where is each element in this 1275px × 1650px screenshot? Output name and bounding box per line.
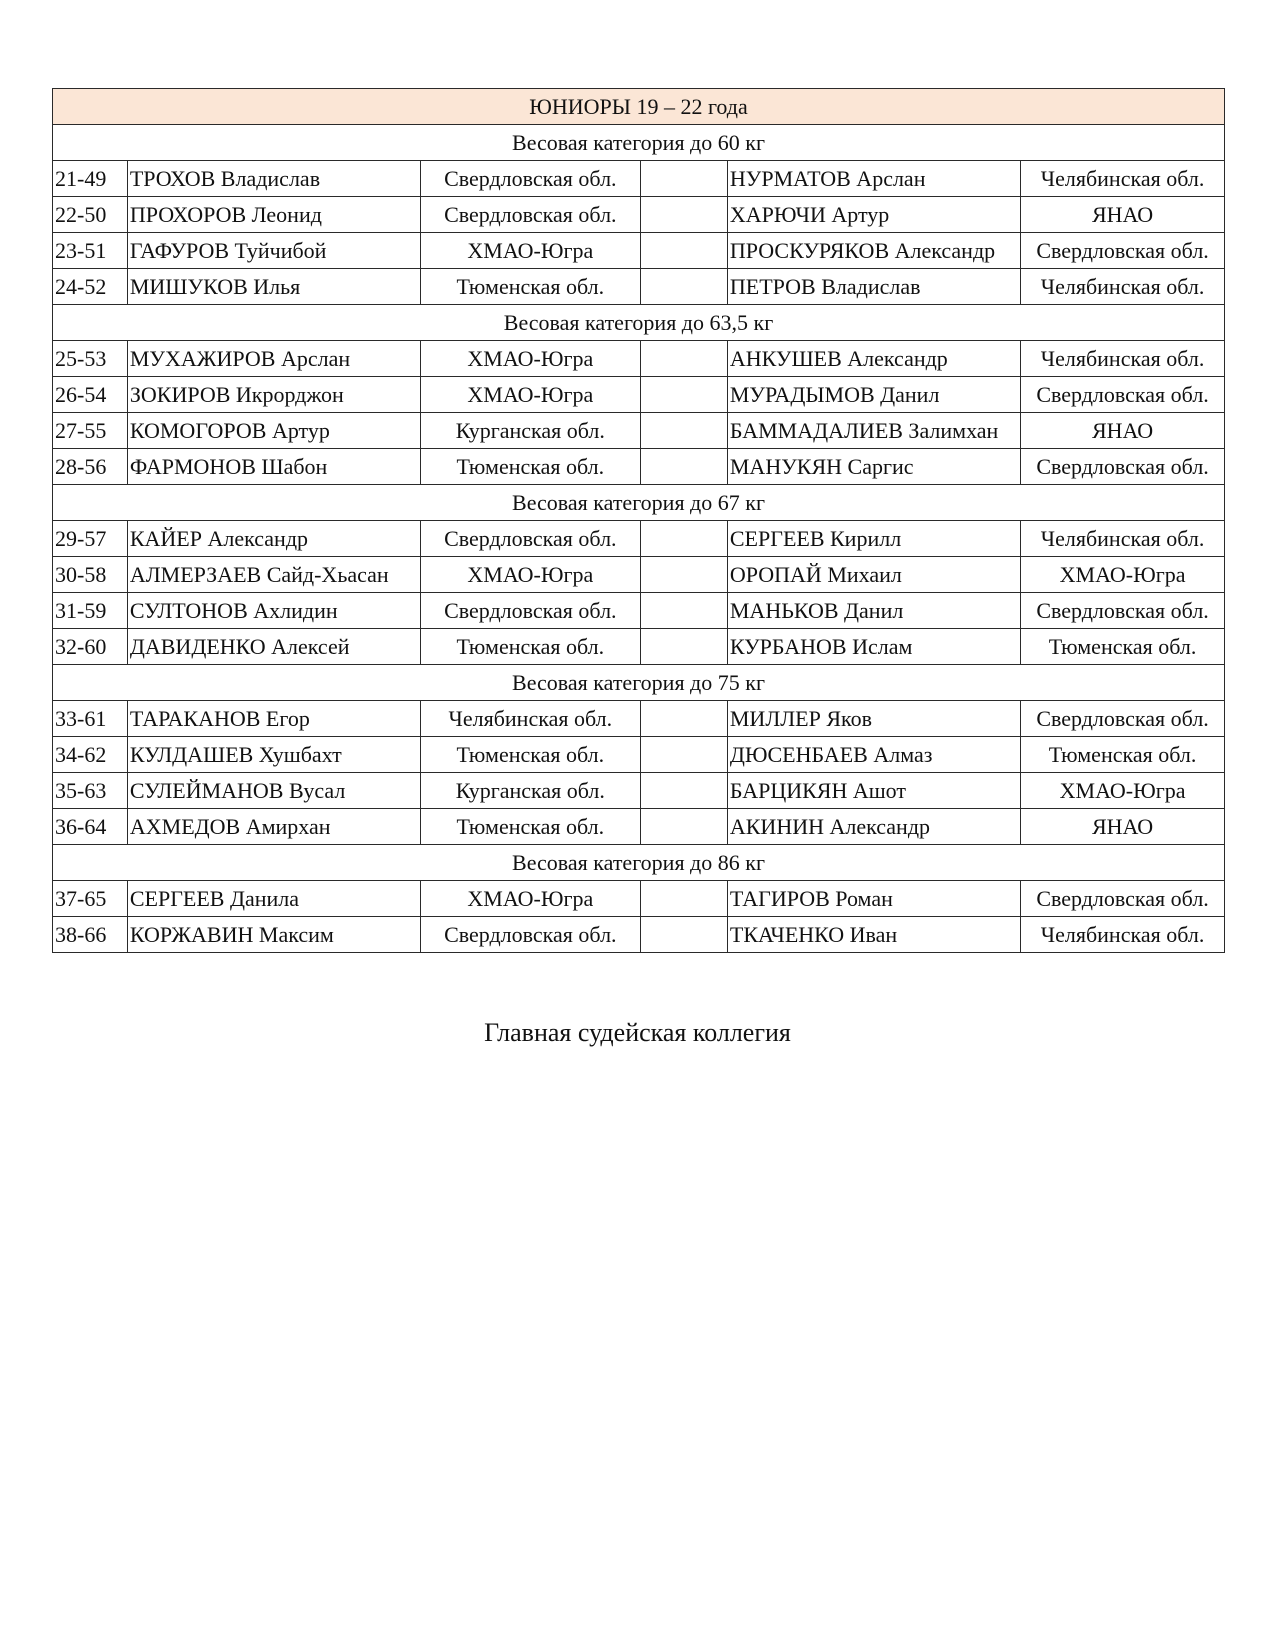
- fighter-1-name: СЕРГЕЕВ Данила: [127, 881, 420, 917]
- fighter-1-region: ХМАО-Югра: [421, 377, 640, 413]
- table-title: ЮНИОРЫ 19 – 22 года: [53, 89, 1225, 125]
- result-cell: [640, 197, 727, 233]
- bout-table: [52, 88, 1225, 953]
- bout-row: [53, 593, 1225, 629]
- result-cell: [640, 701, 727, 737]
- weight-category-label: Весовая категория до 63,5 кг: [53, 305, 1225, 341]
- result-cell: [640, 593, 727, 629]
- table-title-row: [53, 89, 1225, 125]
- bout-number: 34-62: [53, 737, 128, 773]
- bout-row: [53, 629, 1225, 665]
- fighter-2-name: ДЮСЕНБАЕВ Алмаз: [727, 737, 1020, 773]
- weight-category-row: [53, 125, 1225, 161]
- weight-category-row: [53, 665, 1225, 701]
- fighter-1-name: ТАРАКАНОВ Егор: [127, 701, 420, 737]
- fighter-2-region: Свердловская обл.: [1021, 377, 1225, 413]
- result-cell: [640, 557, 727, 593]
- bout-number: 33-61: [53, 701, 128, 737]
- fighter-1-name: ГАФУРОВ Туйчибой: [127, 233, 420, 269]
- bout-number: 25-53: [53, 341, 128, 377]
- result-cell: [640, 917, 727, 953]
- bout-row: [53, 269, 1225, 305]
- bout-row: [53, 557, 1225, 593]
- fighter-2-region: Челябинская обл.: [1021, 341, 1225, 377]
- fighter-1-name: КОМОГОРОВ Артур: [127, 413, 420, 449]
- fighter-2-region: ХМАО-Югра: [1021, 557, 1225, 593]
- bout-number: 36-64: [53, 809, 128, 845]
- bout-row: [53, 917, 1225, 953]
- fighter-2-region: Свердловская обл.: [1021, 593, 1225, 629]
- weight-category-row: [53, 845, 1225, 881]
- fighter-1-name: КАЙЕР Александр: [127, 521, 420, 557]
- result-cell: [640, 269, 727, 305]
- bout-number: 27-55: [53, 413, 128, 449]
- result-cell: [640, 881, 727, 917]
- fighter-2-name: МУРАДЫМОВ Данил: [727, 377, 1020, 413]
- fighter-1-name: КОРЖАВИН Максим: [127, 917, 420, 953]
- weight-category-label: Весовая категория до 67 кг: [53, 485, 1225, 521]
- fighter-2-name: ХАРЮЧИ Артур: [727, 197, 1020, 233]
- fighter-2-region: ЯНАО: [1021, 413, 1225, 449]
- bout-row: [53, 233, 1225, 269]
- fighter-1-name: СУЛЕЙМАНОВ Вусал: [127, 773, 420, 809]
- bout-number: 30-58: [53, 557, 128, 593]
- fighter-2-region: Тюменская обл.: [1021, 737, 1225, 773]
- fighter-2-region: ЯНАО: [1021, 197, 1225, 233]
- fighter-1-region: ХМАО-Югра: [421, 233, 640, 269]
- fighter-2-name: ПРОСКУРЯКОВ Александр: [727, 233, 1020, 269]
- fighter-2-region: Свердловская обл.: [1021, 701, 1225, 737]
- weight-category-label: Весовая категория до 75 кг: [53, 665, 1225, 701]
- result-cell: [640, 413, 727, 449]
- fighter-1-region: Челябинская обл.: [421, 701, 640, 737]
- fighter-2-name: ОРОПАЙ Михаил: [727, 557, 1020, 593]
- fighter-2-name: ТКАЧЕНКО Иван: [727, 917, 1020, 953]
- bout-number: 38-66: [53, 917, 128, 953]
- fighter-2-name: МИЛЛЕР Яков: [727, 701, 1020, 737]
- result-cell: [640, 233, 727, 269]
- fighter-2-name: НУРМАТОВ Арслан: [727, 161, 1020, 197]
- bout-number: 32-60: [53, 629, 128, 665]
- fighter-1-region: Курганская обл.: [421, 413, 640, 449]
- fighter-1-name: ДАВИДЕНКО Алексей: [127, 629, 420, 665]
- fighter-1-region: Тюменская обл.: [421, 737, 640, 773]
- fighter-1-region: ХМАО-Югра: [421, 881, 640, 917]
- result-cell: [640, 449, 727, 485]
- fighter-2-name: КУРБАНОВ Ислам: [727, 629, 1020, 665]
- fighter-2-name: АНКУШЕВ Александр: [727, 341, 1020, 377]
- result-cell: [640, 629, 727, 665]
- bout-number: 35-63: [53, 773, 128, 809]
- bout-number: 26-54: [53, 377, 128, 413]
- fighter-1-region: Тюменская обл.: [421, 629, 640, 665]
- fighter-1-name: АЛМЕРЗАЕВ Сайд-Хьасан: [127, 557, 420, 593]
- fighter-2-region: Свердловская обл.: [1021, 881, 1225, 917]
- result-cell: [640, 521, 727, 557]
- fighter-2-name: АКИНИН Александр: [727, 809, 1020, 845]
- weight-category-row: [53, 305, 1225, 341]
- fighter-2-name: ПЕТРОВ Владислав: [727, 269, 1020, 305]
- fighter-2-name: БАРЦИКЯН Ашот: [727, 773, 1020, 809]
- fighter-2-region: Челябинская обл.: [1021, 161, 1225, 197]
- fighter-2-name: ТАГИРОВ Роман: [727, 881, 1020, 917]
- bout-number: 28-56: [53, 449, 128, 485]
- fighter-1-region: ХМАО-Югра: [421, 341, 640, 377]
- bout-number: 29-57: [53, 521, 128, 557]
- bout-number: 24-52: [53, 269, 128, 305]
- bout-number: 31-59: [53, 593, 128, 629]
- fighter-2-region: Свердловская обл.: [1021, 449, 1225, 485]
- fighter-2-region: Челябинская обл.: [1021, 269, 1225, 305]
- bout-row: [53, 521, 1225, 557]
- fighter-1-name: МИШУКОВ Илья: [127, 269, 420, 305]
- bout-number: 23-51: [53, 233, 128, 269]
- weight-category-label: Весовая категория до 60 кг: [53, 125, 1225, 161]
- bout-number: 21-49: [53, 161, 128, 197]
- weight-category-row: [53, 485, 1225, 521]
- table-body: [53, 89, 1225, 953]
- fighter-2-region: Тюменская обл.: [1021, 629, 1225, 665]
- fighter-1-region: Свердловская обл.: [421, 197, 640, 233]
- bout-row: [53, 161, 1225, 197]
- fighter-1-name: ЗОКИРОВ Икрорджон: [127, 377, 420, 413]
- fighter-1-name: СУЛТОНОВ Ахлидин: [127, 593, 420, 629]
- fighter-1-name: ФАРМОНОВ Шабон: [127, 449, 420, 485]
- bout-row: [53, 737, 1225, 773]
- result-cell: [640, 737, 727, 773]
- fighter-1-name: КУЛДАШЕВ Хушбахт: [127, 737, 420, 773]
- bout-row: [53, 809, 1225, 845]
- fighter-2-region: ЯНАО: [1021, 809, 1225, 845]
- result-cell: [640, 341, 727, 377]
- fighter-2-region: ХМАО-Югра: [1021, 773, 1225, 809]
- fighter-2-region: Челябинская обл.: [1021, 917, 1225, 953]
- fighter-1-name: ПРОХОРОВ Леонид: [127, 197, 420, 233]
- fighter-1-region: Курганская обл.: [421, 773, 640, 809]
- fighter-1-name: МУХАЖИРОВ Арслан: [127, 341, 420, 377]
- bout-row: [53, 197, 1225, 233]
- result-cell: [640, 377, 727, 413]
- fighter-1-region: ХМАО-Югра: [421, 557, 640, 593]
- weight-category-label: Весовая категория до 86 кг: [53, 845, 1225, 881]
- fighter-1-region: Тюменская обл.: [421, 809, 640, 845]
- fighter-2-name: БАММАДАЛИЕВ Залимхан: [727, 413, 1020, 449]
- fighter-2-region: Свердловская обл.: [1021, 233, 1225, 269]
- result-cell: [640, 161, 727, 197]
- fighter-1-region: Свердловская обл.: [421, 593, 640, 629]
- fighter-1-region: Свердловская обл.: [421, 917, 640, 953]
- bout-row: [53, 773, 1225, 809]
- fighter-2-region: Челябинская обл.: [1021, 521, 1225, 557]
- fighter-1-region: Свердловская обл.: [421, 521, 640, 557]
- fighter-1-name: АХМЕДОВ Амирхан: [127, 809, 420, 845]
- fighter-2-name: СЕРГЕЕВ Кирилл: [727, 521, 1020, 557]
- bout-row: [53, 377, 1225, 413]
- bout-row: [53, 341, 1225, 377]
- result-cell: [640, 809, 727, 845]
- fighter-2-name: МАНУКЯН Саргис: [727, 449, 1020, 485]
- fighter-1-region: Тюменская обл.: [421, 269, 640, 305]
- bout-row: [53, 701, 1225, 737]
- footer-signature: Главная судейская коллегия: [484, 1018, 791, 1047]
- fighter-2-name: МАНЬКОВ Данил: [727, 593, 1020, 629]
- fighter-1-region: Свердловская обл.: [421, 161, 640, 197]
- bout-number: 37-65: [53, 881, 128, 917]
- bout-number: 22-50: [53, 197, 128, 233]
- bout-row: [53, 881, 1225, 917]
- result-cell: [640, 773, 727, 809]
- fighter-1-region: Тюменская обл.: [421, 449, 640, 485]
- bout-row: [53, 449, 1225, 485]
- bout-row: [53, 413, 1225, 449]
- fighter-1-name: ТРОХОВ Владислав: [127, 161, 420, 197]
